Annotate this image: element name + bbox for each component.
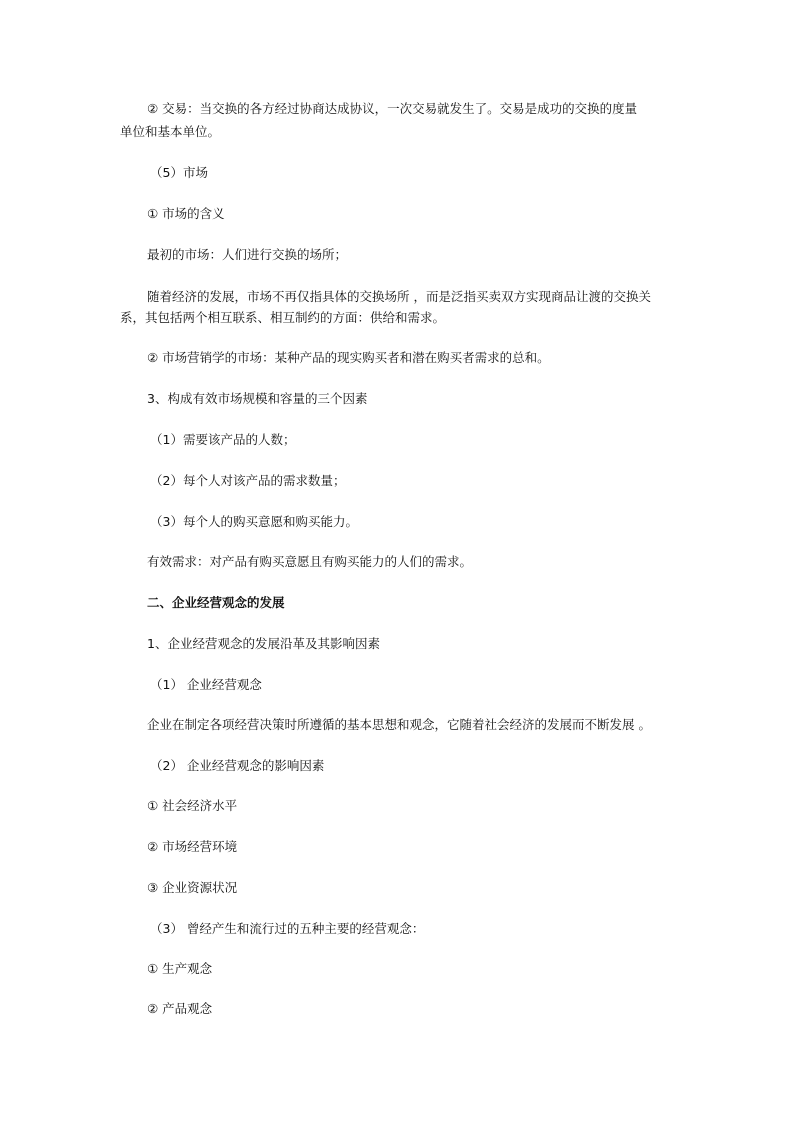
philosophy-product: ② 产品观念 [147, 1001, 213, 1016]
philosophy-production: ① 生产观念 [147, 961, 213, 976]
section-heading-business-philosophy: 二、企业经营观念的发展 [147, 595, 285, 610]
factor-item-1: （1）需要该产品的人数； [150, 432, 296, 447]
factor-resource-status: ③ 企业资源状况 [147, 880, 238, 895]
factor-item-3: （3）每个人的购买意愿和购买能力。 [150, 514, 358, 529]
business-philosophy-item-1: （1） 企业经营观念 [150, 677, 262, 692]
initial-market-definition: 最初的市场：人们进行交换的场所； [147, 247, 348, 262]
paragraph-transaction-line-1: ② 交易：当交换的各方经过协商达成协议，一次交易就发生了。交易是成功的交换的度量 [147, 101, 638, 116]
factor-social-economic-level: ① 社会经济水平 [147, 798, 238, 813]
paragraph-transaction-line-2: 单位和基本单位。 [120, 124, 221, 139]
effective-demand-definition: 有效需求：对产品有购买意愿且有购买能力的人们的需求。 [147, 554, 473, 569]
market-meaning-heading: ① 市场的含义 [147, 206, 225, 221]
marketing-market-definition: ② 市场营销学的市场：某种产品的现实购买者和潜在购买者需求的总和。 [147, 350, 550, 365]
factor-item-2: （2）每个人对该产品的需求数量； [150, 473, 346, 488]
market-development-line-2: 系，其包括两个相互联系、相互制约的方面：供给和需求。 [120, 310, 446, 325]
business-philosophy-subheading: 1、企业经营观念的发展沿革及其影响因素 [147, 636, 380, 651]
heading-market: （5）市场 [150, 165, 208, 180]
business-philosophy-item-2: （2） 企业经营观念的影响因素 [150, 758, 325, 773]
factor-market-environment: ② 市场经营环境 [147, 839, 238, 854]
business-philosophy-definition: 企业在制定各项经营决策时所遵循的基本思想和观念，它随着社会经济的发展而不断发展 。 [147, 717, 651, 732]
five-main-philosophies-heading: （3） 曾经产生和流行过的五种主要的经营观念： [150, 921, 425, 936]
market-development-line-1: 随着经济的发展，市场不再仅指具体的交换场所 ，而是泛指买卖双方实现商品让渡的交换关 [147, 289, 651, 304]
effective-market-factors-heading: 3、构成有效市场规模和容量的三个因素 [147, 391, 368, 406]
